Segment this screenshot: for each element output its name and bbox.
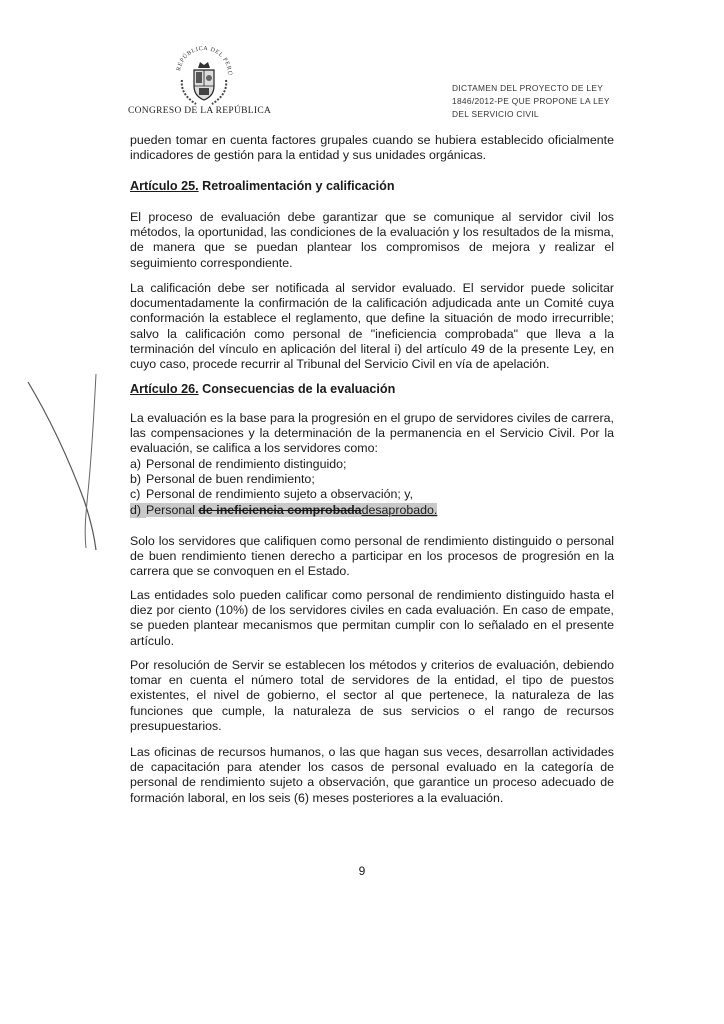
dictamen-line: 1846/2012-PE QUE PROPONE LA LEY — [452, 96, 610, 106]
article-26-number: Artículo 26. — [130, 382, 199, 396]
institution-name: CONGRESO DE LA REPÚBLICA — [128, 106, 272, 116]
list-item — [130, 487, 614, 502]
list-marker: d) — [130, 503, 146, 518]
list-marker: b) — [130, 472, 142, 487]
article-26-paragraph-3: Las entidades solo pueden calificar como personal de rendimiento distinguido hasta el diez por ciento (10%) de los servidores civiles en cada evaluación. En caso de empate, se pueden plantear mecanismos que permitan cumplir con lo señalado en el presente artículo. — [130, 588, 614, 648]
inserted-text: desaprobado. — [361, 502, 438, 517]
article-26-paragraph-5: Las oficinas de recursos humanos, o las que hagan sus veces, desarrollan actividades de capacitación para atender los casos de personal evaluado en la categoría de personal de rendimiento sujeto a observación, que garantice un proceso adecuado de formación laboral, en los seis (6) meses posteriores a la evaluación. — [130, 745, 614, 805]
list-item-amended — [130, 503, 614, 518]
list-item-text: Personal de rendimiento distinguido; — [146, 457, 347, 471]
list-item — [130, 472, 614, 487]
dictamen-header — [452, 82, 622, 121]
intro-paragraph: pueden tomar en cuenta factores grupales cuando se hubiera establecido oficialmente indicadores de gestión para la entidad y sus unidades orgánicas. — [130, 133, 614, 163]
list-item-text: Personal de buen rendimiento; — [146, 472, 315, 487]
article-26-paragraph-1: La evaluación es la base para la progresión en el grupo de servidores civiles de carrera, las compensaciones y la determinación de la permanencia en el Servicio Civil. Por la evaluación, se califica a los servidores como: — [130, 411, 614, 456]
handwritten-margin-mark — [26, 372, 106, 552]
article-26-paragraph-4: Por resolución de Servir se establecen los métodos y criterios de evaluación, debiendo tomar en cuenta el número total de servidores de la entidad, el tipo de puestos existentes, el nivel de gobierno, el sector al que pertenece, la naturaleza de las funciones que cumple, la naturaleza de sus servicios o el rango de recursos presupuestarios. — [130, 658, 614, 733]
article-25-heading — [130, 179, 614, 193]
article-25-title: Retroalimentación y calificación — [202, 179, 395, 193]
list-item-text: Personal de rendimiento sujeto a observación; y, — [146, 487, 414, 502]
page-number: 9 — [358, 864, 366, 878]
dictamen-line: DICTAMEN DEL PROYECTO DE LEY — [452, 83, 604, 93]
list-marker: c) — [130, 487, 141, 502]
article-26-paragraph-2: Solo los servidores que califiquen como personal de rendimiento distinguido o personal de buen rendimiento tienen derecho a participar en los procesos de progresión en la carrera que se convoquen en el Estado. — [130, 534, 614, 579]
article-26-title: Consecuencias de la evaluación — [202, 382, 396, 396]
list-item — [130, 457, 614, 472]
dictamen-line: DEL SERVICIO CIVIL — [452, 109, 539, 119]
svg-text:REPÚBLICA DEL PERÚ: REPÚBLICA DEL PERÚ — [176, 45, 233, 76]
article-25-paragraph-2: La calificación debe ser notificada al servidor evaluado. El servidor puede solicitar documentadamente la confirmación de la calificación adjudicada ante un Comité cuya conformación la establece el reglamento, que define la situación de modo irrecurrible; salvo la calificación como personal de "ineficiencia comprobada" que lleva a la terminación del vínculo en aplicación del literal i) del artículo 49 de la presente Ley, en cuyo caso, procede recurrir al Tribunal del Servicio Civil en vía de apelación. — [130, 281, 614, 372]
list-item-prefix: Personal — [146, 502, 195, 517]
article-25-paragraph-1: El proceso de evaluación debe garantizar que se comunique al servidor civil los métodos, la oportunidad, las condiciones de la evaluación y los resultados de la misma, de manera que se puedan plantear los compromisos de mejora y realizar el seguimiento correspondiente. — [130, 210, 614, 270]
article-26-heading — [130, 382, 614, 396]
article-25-number: Artículo 25. — [130, 179, 199, 193]
struck-text: de ineficiencia comprobada — [198, 502, 362, 517]
list-marker: a) — [130, 457, 142, 471]
national-seal-icon — [172, 40, 236, 108]
evaluation-categories-list — [130, 457, 614, 518]
